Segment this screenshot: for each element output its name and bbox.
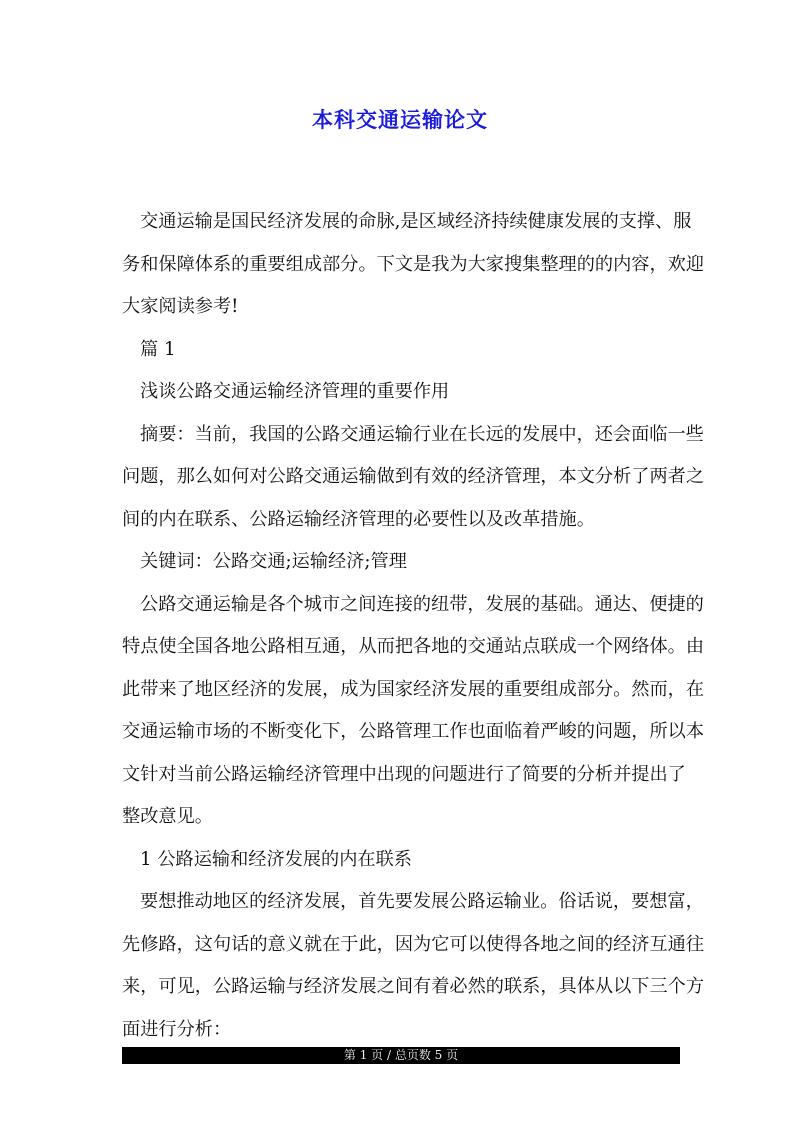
text-line: 问题，那么如何对公路交通运输做到有效的经济管理，本文分析了两者之 (122, 466, 705, 487)
page-footer: 第 1 页 / 总页数 5 页 (122, 1047, 680, 1064)
text-line: 要想推动地区的经济发展，首先要发展公路运输业。俗话说，要想富， (140, 891, 704, 912)
text-line: 关键词：公路交通;运输经济;管理 (140, 551, 407, 572)
text-line: 来，可见，公路运输与经济发展之间有着必然的联系，具体从以下三个方 (122, 976, 705, 997)
paragraph (122, 377, 682, 420)
paragraph (122, 590, 705, 845)
text-line: 务和保障体系的重要组成部分。下文是我为大家搜集整理的的内容，欢迎 (122, 253, 705, 275)
text-line: 先修路，这句话的意义就在于此，因为它可以使得各地之间的经济互通往 (122, 933, 705, 955)
text-line: 此带来了地区经济的发展，成为国家经济发展的重要组成部分。然而，在 (122, 678, 705, 700)
document-body (122, 207, 705, 1057)
paragraph (122, 887, 705, 1057)
paragraph (122, 420, 705, 548)
paragraph (122, 547, 682, 590)
document-title: 本科交通运输论文 (312, 108, 488, 132)
text-line: 摘要：当前，我国的公路交通运输行业在长远的发展中，还会面临一些 (140, 423, 704, 445)
text-line: 间的内在联系、公路运输经济管理的必要性以及改革措施。 (122, 508, 595, 530)
paragraph (122, 845, 682, 888)
text-line: 篇 1 (140, 338, 176, 360)
text-line: 公路交通运输是各个城市之间连接的纽带，发展的基础。通达、便捷的 (140, 593, 704, 615)
text-line: 文针对当前公路运输经济管理中出现的问题进行了简要的分析并提出了 (122, 763, 686, 785)
text-line: 1 公路运输和经济发展的内在联系 (140, 848, 412, 870)
paragraph (122, 207, 705, 335)
text-line: 大家阅读参考! (122, 296, 239, 317)
text-line: 特点使全国各地公路相互通，从而把各地的交通站点联成一个网络体。由 (122, 636, 705, 657)
text-line: 交通运输市场的不断变化下，公路管理工作也面临着严峻的问题，所以本 (122, 721, 705, 742)
text-line: 面进行分析： (122, 1018, 232, 1040)
text-line: 交通运输是国民经济发展的命脉,是区域经济持续健康发展的支撑、服 (140, 211, 692, 232)
text-line: 整改意见。 (122, 806, 213, 827)
text-line: 浅谈公路交通运输经济管理的重要作用 (140, 381, 450, 402)
paragraph (122, 335, 682, 378)
